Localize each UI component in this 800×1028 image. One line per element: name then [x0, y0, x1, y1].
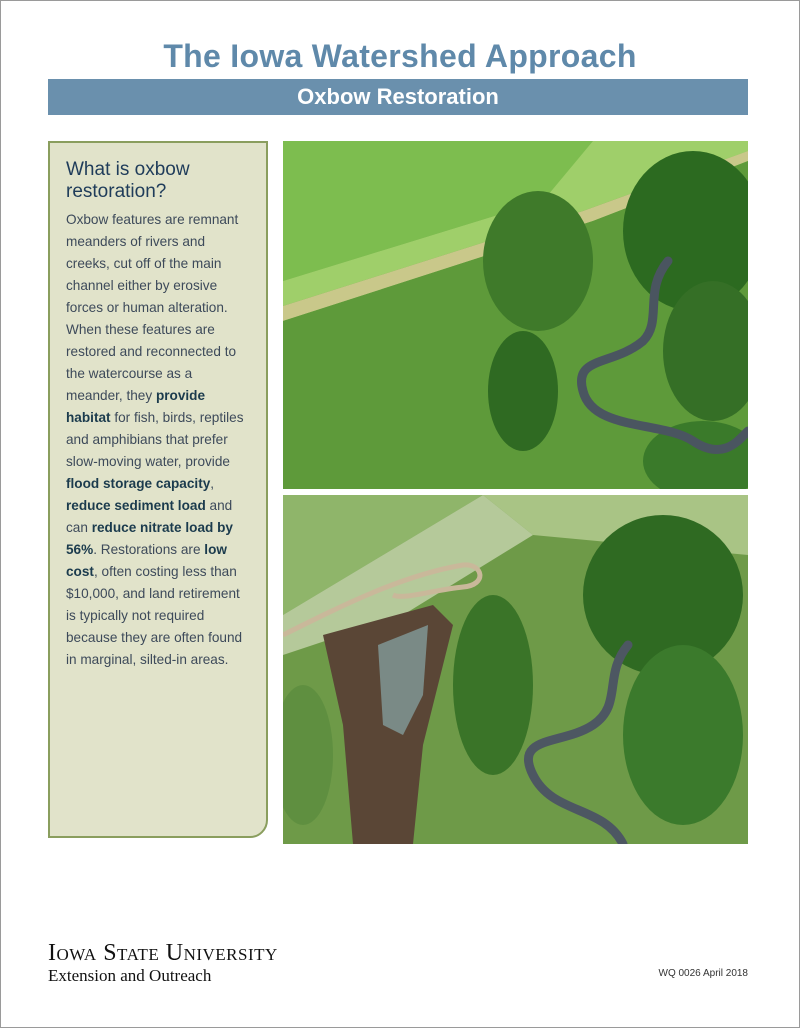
info-sidebar — [48, 141, 268, 838]
aerial-photo-before — [283, 141, 748, 489]
page-title: The Iowa Watershed Approach — [163, 38, 637, 74]
extension-name: Extension and Outreach — [48, 966, 212, 985]
body-text: and can — [66, 498, 233, 535]
sidebar-body — [66, 209, 252, 671]
publication-code: WQ 0026 April 2018 — [658, 968, 748, 979]
sidebar-heading: What is oxbow restoration? — [66, 159, 190, 202]
highlight-phrase: low cost — [66, 542, 227, 579]
highlight-phrase: reduce nitrate load by 56% — [66, 520, 233, 557]
highlight-phrase: provide habitat — [66, 388, 206, 425]
isu-logo — [48, 940, 278, 986]
body-text: for fish, birds, reptiles and amphibians that prefer slow-moving water, provide — [66, 410, 244, 469]
university-name: Iowa State University — [48, 940, 278, 966]
highlight-phrase: reduce sediment load — [66, 498, 206, 513]
body-text: , often costing less than $10,000, and land retirement is typically not required because they are often found in marginal, silted-in areas. — [66, 564, 243, 667]
section-banner — [48, 79, 748, 115]
body-text: , — [210, 476, 215, 491]
banner-title: Oxbow Restoration — [297, 84, 499, 109]
body-text: Oxbow features are remnant meanders of rivers and creeks, cut off of the main channel either by erosive forces or human alteration. When these features are restored and reconnected to the watercourse as a meander, they — [66, 212, 239, 403]
body-text: . Restorations are — [93, 542, 205, 557]
highlight-phrase: flood storage capacity — [66, 476, 211, 491]
aerial-photo-after — [283, 495, 748, 844]
